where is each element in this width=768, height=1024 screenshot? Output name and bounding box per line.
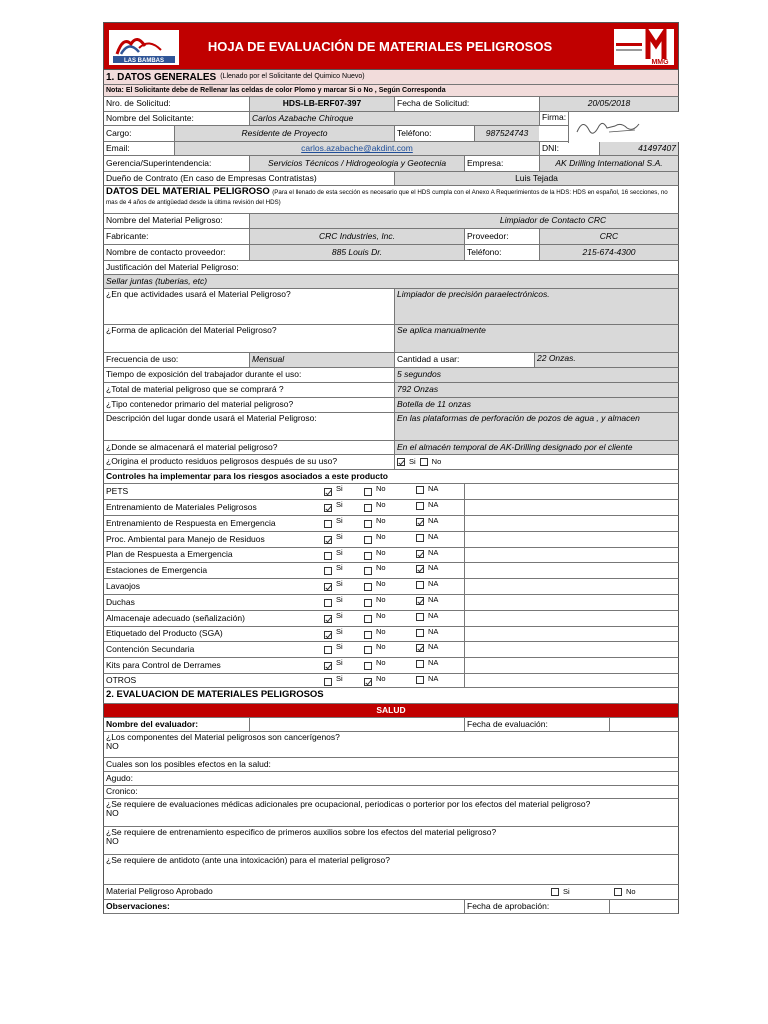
justificacion-field[interactable]: Sellar juntas (tuberias, etc) — [106, 275, 208, 286]
forma-field[interactable]: Se aplica manualmente — [394, 325, 678, 352]
email-label: Email: — [106, 142, 130, 153]
proveedor-label: Proveedor: — [464, 229, 539, 244]
control-label: Kits para Control de Derrames — [106, 659, 221, 670]
row-contacto — [103, 245, 679, 261]
control-no-label: No — [376, 674, 386, 683]
dni-label: DNI: — [539, 142, 599, 155]
row-email — [103, 142, 679, 156]
row-gerencia — [103, 156, 679, 172]
control-no-label: No — [376, 579, 386, 588]
control-na-checkbox[interactable] — [416, 676, 424, 684]
row-cronico — [103, 786, 679, 799]
cronico-label[interactable]: Cronico: — [106, 786, 138, 797]
control-no-checkbox[interactable] — [364, 662, 372, 670]
nombre-label: Nombre del Solicitante: — [106, 112, 194, 123]
control-no-checkbox[interactable] — [364, 678, 372, 686]
control-no-label: No — [376, 611, 386, 620]
control-notes-cell[interactable] — [464, 579, 678, 594]
dueno-label: Dueño de Contrato (En caso de Empresas Contratistas) — [106, 172, 317, 183]
evaluador-label: Nombre del evaluador: — [106, 718, 199, 729]
control-si-label: Si — [336, 484, 343, 493]
control-na-label: NA — [428, 484, 439, 493]
control-si-checkbox[interactable] — [324, 552, 332, 560]
control-no-checkbox[interactable] — [364, 583, 372, 591]
control-si-checkbox[interactable] — [324, 631, 332, 639]
control-label: Almacenaje adecuado (señalización) — [106, 612, 245, 623]
control-no-label: No — [376, 563, 386, 572]
contacto-field[interactable]: 885 Louis Dr. — [249, 245, 464, 260]
control-na-checkbox[interactable] — [416, 597, 424, 605]
control-notes-cell[interactable] — [464, 658, 678, 673]
control-no-label: No — [376, 658, 386, 667]
origina-si-checkbox[interactable] — [397, 458, 405, 466]
row-dueno — [103, 172, 679, 186]
control-si-label: Si — [336, 579, 343, 588]
row-nombre-material — [103, 214, 679, 229]
material-nombre-field[interactable]: Limpiador de Contacto CRC — [249, 214, 678, 228]
aprobado-si-checkbox[interactable] — [551, 888, 559, 896]
q3-text: ¿Se requiere de evaluaciones médicas adicionales pre ocupacional, periodicas o porterior por los efectos del material peligroso? — [106, 799, 591, 809]
control-notes-cell[interactable] — [464, 611, 678, 626]
row-justificacion-label — [103, 261, 679, 275]
control-no-checkbox[interactable] — [364, 631, 372, 639]
control-no-checkbox[interactable] — [364, 567, 372, 575]
control-na-checkbox[interactable] — [416, 486, 424, 494]
aprobado-si-label: Si — [563, 886, 570, 896]
aprobado-no-label: No — [626, 886, 636, 896]
control-no-label: No — [376, 627, 386, 636]
control-si-checkbox[interactable] — [324, 567, 332, 575]
control-na-label: NA — [428, 500, 439, 509]
logo-right-text: MMG — [651, 59, 669, 65]
section1-title: 1. DATOS GENERALES — [106, 71, 217, 83]
control-row — [103, 532, 679, 548]
control-no-label: No — [376, 642, 386, 651]
control-si-label: Si — [336, 516, 343, 525]
control-no-label: No — [376, 548, 386, 557]
row-tiempo — [103, 368, 679, 383]
control-no-checkbox[interactable] — [364, 520, 372, 528]
control-na-label: NA — [428, 627, 439, 636]
almacenamiento-label: ¿Donde se almacenará el material peligroso? — [106, 441, 278, 452]
control-label: PETS — [106, 485, 129, 496]
gerencia-field[interactable]: Servicios Técnicos / Hidrogeologia y Geotecnia — [249, 156, 464, 171]
row-q1 — [103, 732, 679, 758]
control-na-label: NA — [428, 563, 439, 572]
row-observaciones — [103, 900, 679, 914]
evaluador-field[interactable] — [249, 718, 464, 731]
fecha-aprob-field[interactable] — [609, 900, 678, 913]
observaciones-label: Observaciones: — [106, 900, 170, 911]
control-na-label: NA — [428, 595, 439, 604]
descripcion-label: Descripción del lugar donde usará el Material Peligroso: — [106, 413, 317, 423]
salud-header-row — [103, 704, 679, 718]
nro-label: Nro. de Solicitud: — [106, 98, 171, 109]
salud-header: SALUD — [376, 704, 406, 715]
control-na-checkbox[interactable] — [416, 644, 424, 652]
origina-no-label: No — [431, 456, 442, 466]
control-na-checkbox[interactable] — [416, 502, 424, 510]
row-descripcion — [103, 413, 679, 441]
control-si-label: Si — [336, 500, 343, 509]
fecha-aprob-label: Fecha de aprobación: — [464, 900, 609, 913]
row-total — [103, 383, 679, 398]
origina-no-checkbox[interactable] — [420, 458, 428, 466]
control-row — [103, 595, 679, 611]
frecuencia-label: Frecuencia de uso: — [106, 354, 179, 365]
control-no-checkbox[interactable] — [364, 504, 372, 512]
control-notes-cell[interactable] — [464, 642, 678, 657]
las-bambas-logo — [109, 30, 179, 65]
control-label: Lavaojos — [106, 580, 141, 591]
agudo-label[interactable]: Agudo: — [106, 772, 133, 783]
row-forma — [103, 325, 679, 353]
control-row — [103, 500, 679, 516]
total-label: ¿Total de material peligroso que se comprará ? — [106, 384, 284, 395]
control-no-checkbox[interactable] — [364, 599, 372, 607]
descripcion-field[interactable]: En las plataformas de perforación de pozos de agua , y almacen — [394, 413, 678, 440]
control-row — [103, 627, 679, 642]
row-aprobado — [103, 885, 679, 900]
total-field[interactable]: 792 Onzas — [394, 383, 678, 397]
q1-answer[interactable]: NO — [106, 741, 119, 752]
dueno-field[interactable]: Luis Tejada — [394, 172, 678, 185]
control-notes-cell[interactable] — [464, 674, 678, 687]
forma-label: ¿Forma de aplicación del Material Peligroso? — [106, 325, 277, 335]
control-na-checkbox[interactable] — [416, 613, 424, 621]
control-si-checkbox[interactable] — [324, 662, 332, 670]
control-no-checkbox[interactable] — [364, 536, 372, 544]
control-na-checkbox[interactable] — [416, 534, 424, 542]
evaluation-form — [103, 22, 679, 914]
control-na-label: NA — [428, 611, 439, 620]
control-si-checkbox[interactable] — [324, 488, 332, 496]
row-frecuencia — [103, 353, 679, 368]
telefono-field[interactable]: 987524743 — [474, 126, 539, 141]
cargo-label: Cargo: — [106, 127, 132, 138]
section2-title: 2. EVALUACION DE MATERIALES PELIGROSOS — [106, 689, 324, 701]
control-na-checkbox[interactable] — [416, 565, 424, 573]
section2-title-row — [103, 688, 679, 704]
fabricante-label: Fabricante: — [106, 230, 149, 241]
control-si-label: Si — [336, 532, 343, 541]
control-notes-cell[interactable] — [464, 627, 678, 641]
row-evaluador — [103, 718, 679, 732]
row-agudo — [103, 772, 679, 786]
control-row — [103, 674, 679, 688]
logo-left-text: LAS BAMBAS — [124, 58, 164, 64]
control-notes-cell[interactable] — [464, 563, 678, 578]
control-row — [103, 563, 679, 579]
row-q2 — [103, 758, 679, 772]
controls-title-row — [103, 470, 679, 484]
control-row — [103, 611, 679, 627]
empresa-field[interactable]: AK Drilling International S.A. — [539, 156, 678, 171]
section1-title-row — [103, 70, 679, 85]
control-label: OTROS — [106, 674, 137, 685]
empresa-label: Empresa: — [464, 156, 539, 171]
control-notes-cell[interactable] — [464, 548, 678, 562]
tipo-label: ¿Tipo contenedor primario del material peligroso? — [106, 399, 294, 410]
proveedor-field[interactable]: CRC — [539, 229, 678, 244]
control-si-checkbox[interactable] — [324, 678, 332, 686]
control-row — [103, 579, 679, 595]
mmg-logo — [614, 29, 674, 65]
control-label: Etiquetado del Producto (SGA) — [106, 628, 223, 639]
control-notes-cell[interactable] — [464, 532, 678, 547]
material-tel-field[interactable]: 215-674-4300 — [539, 245, 678, 260]
control-si-checkbox[interactable] — [324, 504, 332, 512]
row-justificacion-value — [103, 275, 679, 289]
row-fabricante — [103, 229, 679, 245]
control-si-label: Si — [336, 611, 343, 620]
q4-text: ¿Se requiere de entrenamiento especifico de primeros auxilios sobre los efectos del material peligroso? — [106, 827, 497, 837]
control-si-label: Si — [336, 595, 343, 604]
row-tipo — [103, 398, 679, 413]
q2-text: Cuales son los posibles efectos en la salud: — [106, 758, 271, 769]
gerencia-label: Gerencia/Superintendencia: — [106, 157, 212, 168]
control-row — [103, 548, 679, 563]
email-field[interactable]: carlos.azabache@akdint.com — [174, 142, 539, 155]
dni-field[interactable]: 41497407 — [599, 142, 678, 155]
origina-si-label: Si — [409, 456, 416, 466]
controls-title: Controles ha implementar para los riesgos asociados a este producto — [106, 470, 388, 481]
control-label: Contención Secundaria — [106, 643, 195, 654]
control-row — [103, 516, 679, 532]
row-actividades — [103, 289, 679, 325]
control-notes-cell[interactable] — [464, 484, 678, 499]
row-q3 — [103, 799, 679, 827]
signature-box[interactable] — [568, 112, 679, 143]
control-si-checkbox[interactable] — [324, 583, 332, 591]
control-notes-cell[interactable] — [464, 516, 678, 531]
q3-answer[interactable]: NO — [106, 808, 119, 819]
control-row — [103, 658, 679, 674]
fecha-label: Fecha de Solicitud: — [394, 97, 539, 111]
material-nombre-label: Nombre del Material Peligroso: — [106, 215, 223, 226]
control-si-checkbox[interactable] — [324, 520, 332, 528]
controls-list — [103, 484, 679, 688]
control-si-label: Si — [336, 548, 343, 557]
row-q4 — [103, 827, 679, 855]
control-si-checkbox[interactable] — [324, 599, 332, 607]
control-no-label: No — [376, 595, 386, 604]
cantidad-label: Cantidad a usar: — [394, 353, 534, 367]
control-no-label: No — [376, 484, 386, 493]
q4-answer[interactable]: NO — [106, 836, 119, 847]
row-q5 — [103, 855, 679, 885]
tiempo-field[interactable]: 5 segundos — [394, 368, 678, 382]
fabricante-field[interactable]: CRC Industries, Inc. — [249, 229, 464, 244]
contacto-label: Nombre de contacto proveedor: — [106, 246, 226, 257]
row-almacenamiento — [103, 441, 679, 455]
control-label: Entrenamiento de Materiales Peligrosos — [106, 501, 257, 512]
control-na-checkbox[interactable] — [416, 518, 424, 526]
control-no-checkbox[interactable] — [364, 646, 372, 654]
aprobado-no-checkbox[interactable] — [614, 888, 622, 896]
control-na-label: NA — [428, 532, 439, 541]
actividades-label: ¿En que actividades usará el Material Peligroso? — [106, 289, 291, 299]
section1-note-row — [103, 85, 679, 97]
control-label: Plan de Respuesta a Emergencia — [106, 549, 233, 560]
control-na-label: NA — [428, 658, 439, 667]
control-na-checkbox[interactable] — [416, 550, 424, 558]
section1-subtitle: (Llenado por el Solicitante del Quimico Nuevo) — [220, 73, 365, 81]
control-label: Duchas — [106, 596, 135, 607]
signature-image — [569, 112, 679, 143]
control-no-checkbox[interactable] — [364, 615, 372, 623]
firma-label: Firma: — [539, 112, 569, 125]
row-origina-residuos — [103, 455, 679, 470]
cargo-field[interactable]: Residente de Proyecto — [174, 126, 394, 141]
material-section-title-row — [103, 186, 679, 214]
control-no-checkbox[interactable] — [364, 488, 372, 496]
nombre-field[interactable]: Carlos Azabache Chiroque — [249, 112, 539, 125]
control-si-checkbox[interactable] — [324, 536, 332, 544]
control-si-checkbox[interactable] — [324, 646, 332, 654]
page-title: HOJA DE EVALUACIÓN DE MATERIALES PELIGROSOS — [207, 38, 553, 54]
tipo-field[interactable]: Botella de 11 onzas — [394, 398, 678, 412]
actividades-field[interactable]: Limpiador de precisión paraelectrónicos. — [394, 289, 678, 324]
nro-field[interactable]: HDS-LB-ERF07-397 — [249, 97, 394, 111]
control-label: Entrenamiento de Respuesta en Emergencia — [106, 517, 276, 528]
control-row — [103, 484, 679, 500]
control-na-checkbox[interactable] — [416, 660, 424, 668]
q5-text: ¿Se requiere de antidoto (ante una intoxicación) para el material peligroso? — [106, 855, 390, 865]
cantidad-field[interactable]: 22 Onzas. — [534, 353, 678, 367]
control-na-label: NA — [428, 516, 439, 525]
control-si-label: Si — [336, 642, 343, 651]
row-nro-solicitud — [103, 97, 679, 112]
control-na-checkbox[interactable] — [416, 581, 424, 589]
material-tel-label: Teléfono: — [464, 245, 539, 260]
control-si-label: Si — [336, 563, 343, 572]
control-na-label: NA — [428, 642, 439, 651]
telefono-label: Teléfono: — [394, 126, 474, 141]
control-notes-cell[interactable] — [464, 500, 678, 515]
control-no-checkbox[interactable] — [364, 552, 372, 560]
control-na-label: NA — [428, 548, 439, 557]
control-si-label: Si — [336, 658, 343, 667]
frecuencia-field[interactable]: Mensual — [249, 353, 394, 367]
material-section-title: DATOS DEL MATERIAL PELIGROSO — [106, 186, 270, 197]
origina-label: ¿Origina el producto residuos peligrosos después de su uso? — [106, 456, 338, 467]
control-si-label: Si — [336, 674, 343, 683]
control-no-label: No — [376, 532, 386, 541]
control-si-label: Si — [336, 627, 343, 636]
control-label: Estaciones de Emergencia — [106, 564, 208, 575]
almacenamiento-field[interactable]: En el almacén temporal de AK-Drilling designado por el cliente — [394, 441, 678, 454]
control-na-label: NA — [428, 579, 439, 588]
control-na-checkbox[interactable] — [416, 629, 424, 637]
form-header — [103, 22, 679, 70]
q1-text: ¿Los componentes del Material peligrosos son cancerígenos? — [106, 732, 340, 742]
control-no-label: No — [376, 516, 386, 525]
control-no-label: No — [376, 500, 386, 509]
fecha-field[interactable]: 20/05/2018 — [539, 97, 678, 111]
fecha-eval-label: Fecha de evaluación: — [464, 718, 609, 731]
material-section-note: (Para el llenado de esta sección es necesario que el HDS cumpla con el Anexo A Requerimientos de la HDS: HDS en español, 16 secciones, no mas de 4 años de antigüedad desde la última revisión del HDS) — [106, 189, 668, 207]
section1-note: Nota: El Solicitante debe de Rellenar las celdas de color Plomo y marcar Si o No , Según Corresponda — [106, 86, 446, 94]
control-si-checkbox[interactable] — [324, 615, 332, 623]
control-na-label: NA — [428, 674, 439, 683]
control-row — [103, 642, 679, 658]
justificacion-label: Justificación del Material Peligroso: — [106, 261, 239, 272]
tiempo-label: Tiempo de exposición del trabajador durante el uso: — [106, 369, 302, 380]
fecha-eval-field[interactable] — [609, 718, 678, 731]
control-label: Proc. Ambiental para Manejo de Residuos — [106, 533, 265, 544]
aprobado-label: Material Peligroso Aprobado — [106, 886, 213, 897]
control-notes-cell[interactable] — [464, 595, 678, 610]
